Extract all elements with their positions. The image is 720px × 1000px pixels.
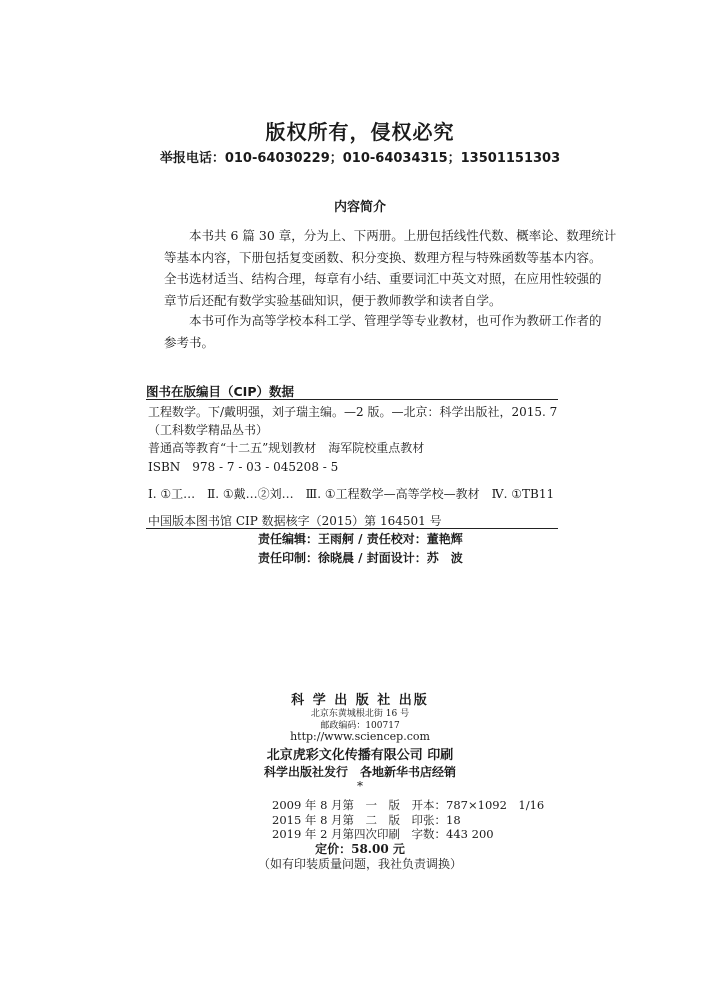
separator-asterisk: * [357, 779, 363, 793]
summary-line: 全书选材适当、结构合理，每章有小结、重要词汇中英文对照，在应用性较强的 [164, 271, 602, 286]
cip-series-line: （工科数学精品丛书） [148, 423, 269, 437]
summary-heading: 内容简介 [333, 200, 386, 215]
publisher-url: http://www.sciencep.com [290, 730, 430, 743]
edition-line: 2015 年 8 月第 二 版 印张：18 [272, 813, 461, 827]
publisher-name: 科 学 出 版 社 出版 [291, 693, 429, 708]
cip-classification-line: Ⅰ. ①工… Ⅱ. ①戴…②刘… Ⅲ. ①工程数学—高等学校—教材 Ⅳ. ①TB11 [148, 487, 555, 501]
summary-line: 本书共 6 篇 30 章，分为上、下两册。上册包括线性代数、概率论、数理统计 [189, 228, 617, 243]
price: 定价：58.00 元 [315, 842, 405, 856]
cip-bottom-rule [146, 528, 558, 529]
cip-title-line: 工程数学。下/戴明强，刘子瑞主编。—2 版。—北京：科学出版社，2015. 7 [148, 405, 558, 419]
staff-production: 责任印制：徐晓晨 / 封面设计：苏 波 [258, 551, 463, 565]
summary-line: 参考书。 [164, 334, 215, 350]
printer-name: 北京虎彩文化传播有限公司 印刷 [266, 748, 454, 763]
report-phone: 举报电话：010-64030229；010-64034315；13501151303 [159, 151, 561, 166]
summary-line: 章节后还配有数学实验基础知识，便于教师教学和读者自学。 [164, 292, 502, 308]
cip-record-number: 中国版本图书馆 CIP 数据核字（2015）第 164501 号 [148, 514, 442, 528]
defect-note: （如有印装质量问题，我社负责调换） [257, 857, 462, 871]
edition-line: 2009 年 8 月第 一 版 开本：787×1092 1/16 [272, 798, 545, 812]
publisher-address: 北京东黄城根北街 16 号 [310, 709, 410, 719]
edition-line: 2019 年 2 月第四次印刷 字数：443 200 [272, 827, 494, 841]
copyright-title: 版权所有，侵权必究 [265, 120, 455, 144]
summary-line: 等基本内容，下册包括复变函数、积分变换、数理方程与特殊函数等基本内容。 [164, 249, 602, 265]
summary-paragraph-2 [164, 310, 602, 353]
cip-textbook-line: 普通高等教育“十二五”规划教材 海军院校重点教材 [148, 441, 425, 455]
summary-paragraph-1 [164, 225, 617, 311]
staff-editors: 责任编辑：王雨舸 / 责任校对：董艳辉 [258, 532, 463, 546]
publisher-postcode: 邮政编码：100717 [320, 721, 400, 731]
cip-isbn-line: ISBN 978 - 7 - 03 - 045208 - 5 [148, 460, 339, 474]
distribution-line: 科学出版社发行 各地新华书店经销 [263, 765, 456, 779]
summary-line: 本书可作为高等学校本科工学、管理学等专业教材，也可作为教研工作者的 [189, 313, 602, 328]
cip-heading: 图书在版编目（CIP）数据 [146, 384, 294, 399]
cip-top-rule [146, 399, 558, 400]
